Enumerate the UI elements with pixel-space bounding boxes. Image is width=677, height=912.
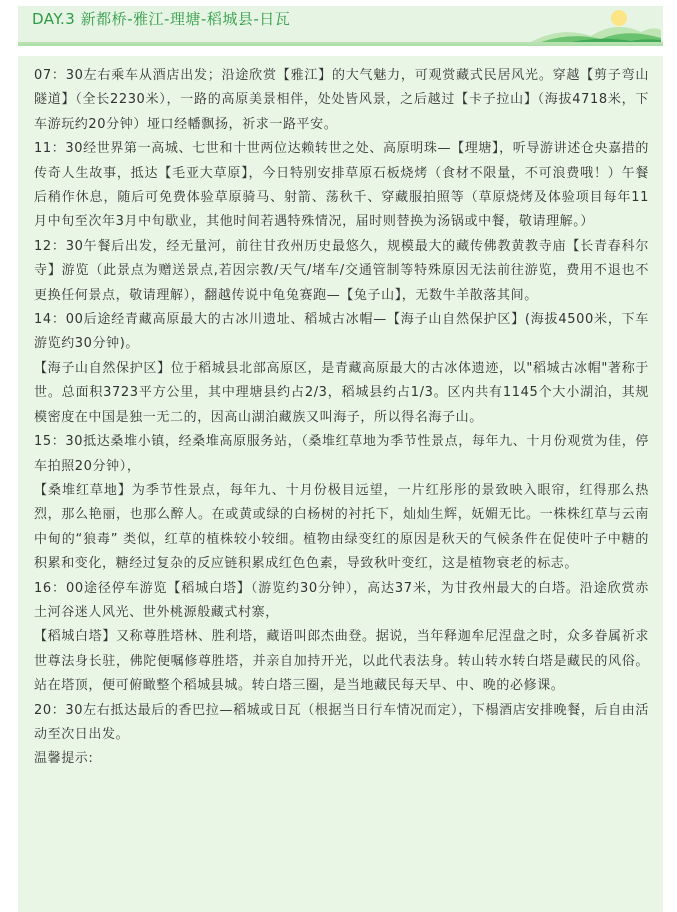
day-header <box>18 6 663 44</box>
white-pagoda-description: 【稻城白塔】又称尊胜塔林、胜利塔，藏语叫郎杰曲登。据说，当年释迦牟尼涅盘之时，众多眷属祈求世尊法身长驻，佛陀便嘱修尊胜塔，并亲自加持开光，以此代表法身。转山转水转白塔是藏民的风俗。站在塔顶，便可俯瞰整个稻城县城。转白塔三圈，是当地藏民每天早、中、晚的必修课。 <box>34 629 649 694</box>
itinerary-paragraph-1130: 11：30经世界第一高城、七世和十世两位达赖转世之处、高原明珠—【理塘】，听导游讲述仓央嘉措的传奇人生故事，抵达【毛亚大草原】，今日特别安排草原石板烧烤（食材不限量，不可浪费哦！）午餐后稍作休息，随后可免费体验草原骑马、射箭、荡秋千、穿藏服拍照等（草原烧烤及体验项目每年11月中旬至次年3月中旬歇业，其他时间若遇特殊情况，届时则替换为汤锅或中餐，敬请理解。） <box>34 141 649 230</box>
haizishan-description: 【海子山自然保护区】位于稻城县北部高原区，是青藏高原最大的古冰体遗迹，以"稻城古冰帽"著称于世。总面积3723平方公里，其中理塘县约占2/3，稻城县约占1/3。区内共有1145个大小湖泊，其规模密度在中国是独一无二的，因高山湖泊藏族又叫海子，所以得名海子山。 <box>34 360 649 425</box>
itinerary-paragraph-1530: 15：30抵达桑堆小镇，经桑堆高原服务站，（桑堆红草地为季节性景点，每年九、十月份观赏为佳，停车拍照20分钟）， <box>34 434 649 474</box>
day-title: DAY.3 新都桥-雅江-理塘-稻城县-日瓦 <box>32 10 291 28</box>
sun-hills-illustration <box>531 6 661 42</box>
itinerary-paragraph-1400: 14：00后途经青藏高原最大的古冰川遗址、稻城古冰帽—【海子山自然保护区】(海拔4500米，下车游览约30分钟)。 <box>34 312 649 352</box>
itinerary-paragraph-2030: 20：30左右抵达最后的香巴拉—稻城或日瓦（根据当日行车情况而定），下榻酒店安排晚餐，后自由活动至次日出发。 <box>34 702 649 742</box>
header-divider <box>18 44 663 46</box>
red-grassland-description: 【桑堆红草地】为季节性景点，每年九、十月份极目远望，一片红彤彤的景致映入眼帘，红得那么热烈，那么艳丽，也那么醉人。在或黄或绿的白杨树的衬托下，灿灿生辉，妩媚无比。一株株红草与云南中甸的“狼毒” 类似，红草的植株较小较细。植物由绿变红的原因是秋天的气候条件在促使叶子中糖的积累和变化，糖经过复杂的反应链积累成红色色素，导致秋叶变红，这是植物衰老的标志。 <box>34 482 649 572</box>
itinerary-paragraph-1600: 16：00途径停车游览【稻城白塔】（游览约30分钟），高达37米，为甘孜州最大的白塔。沿途欣赏赤土河谷迷人风光、世外桃源般藏式村寨， <box>34 580 649 620</box>
itinerary-paragraph-1230: 12：30午餐后出发，经无量河，前往甘孜州历史最悠久，规模最大的藏传佛教黄教寺庙【长青春科尔寺】游览（此景点为赠送景点,若因宗教/天气/堵车/交通管制等特殊原因无法前往游览，费用不退也不更换任何景点，敬请理解），翻越传说中龟兔赛跑—【兔子山】，无数牛羊散落其间。 <box>34 238 649 303</box>
itinerary-content <box>18 56 663 912</box>
itinerary-paragraph-0730: 07：30左右乘车从酒店出发；沿途欣赏【雅江】的大气魅力，可观赏藏式民居风光。穿越【剪子弯山隧道】（全长2230米），一路的高原美景相伴，处处皆风景，之后越过【卡子拉山】（海拔4718米，下车游玩约20分钟）垭口经幡飘扬，祈求一路平安。 <box>34 68 649 132</box>
warm-tips-heading: 温馨提示: <box>34 751 94 767</box>
